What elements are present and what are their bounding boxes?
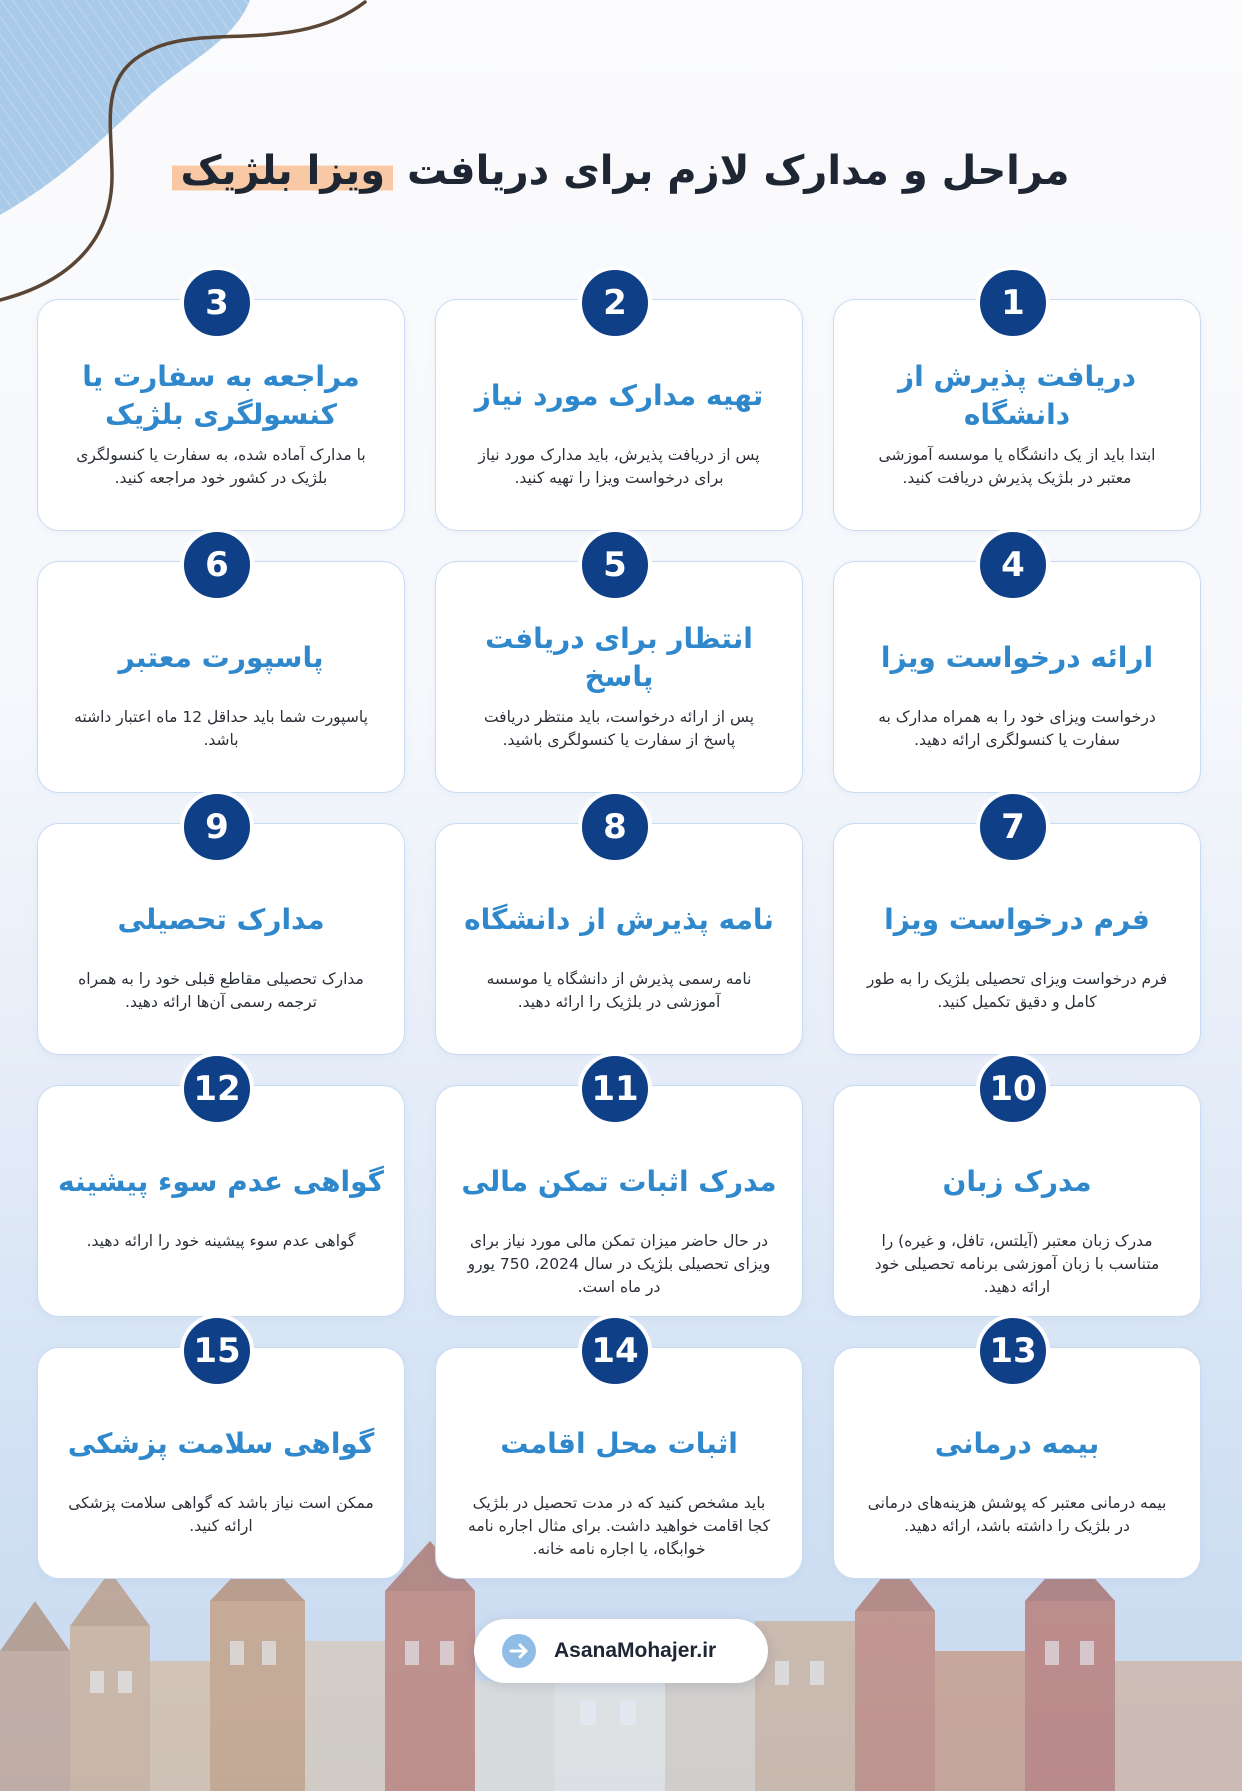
step-number-badge: 2 <box>578 266 652 340</box>
step-description: مدارک تحصیلی مقاطع قبلی خود را به همراه ترجمه رسمی آن‌ها ارائه دهید. <box>78 970 364 1011</box>
step-description: نامه رسمی پذیرش از دانشگاه یا موسسه آموزشی در بلژیک را ارائه دهید. <box>486 970 752 1011</box>
step-number-badge: 14 <box>578 1314 652 1388</box>
step-title: مراجعه به سفارت یا کنسولگری بلژیک <box>82 360 360 431</box>
step-number-badge: 1 <box>976 266 1050 340</box>
step-title: مدرک زبان <box>942 1165 1092 1198</box>
step-number-badge: 10 <box>976 1052 1050 1126</box>
step-description: بیمه درمانی معتبر که پوشش هزینه‌های درمانی در بلژیک را داشته باشد، ارائه دهید. <box>867 1494 1167 1535</box>
step-description: فرم درخواست ویزای تحصیلی بلژیک را به طور کامل و دقیق تکمیل کنید. <box>866 970 1168 1011</box>
page-title <box>0 148 1242 194</box>
step-number-badge: 8 <box>578 790 652 864</box>
step-number-badge: 5 <box>578 528 652 602</box>
step-title: فرم درخواست ویزا <box>884 903 1150 936</box>
step-title: پاسپورت معتبر <box>118 641 324 674</box>
step-card <box>37 1331 405 1579</box>
step-card <box>833 1331 1201 1579</box>
step-card <box>37 545 405 793</box>
title-highlight: ویزا بلژیک <box>172 148 393 194</box>
title-main: مراحل و مدارک لازم برای دریافت <box>407 148 1070 194</box>
website-link[interactable] <box>474 1619 768 1683</box>
step-card <box>833 807 1201 1055</box>
step-number-badge: 9 <box>180 790 254 864</box>
step-description: ممکن است نیاز باشد که گواهی سلامت پزشکی ارائه کنید. <box>68 1494 374 1535</box>
step-title: دریافت پذیرش از دانشگاه <box>898 360 1136 431</box>
arrow-right-icon <box>502 1634 536 1668</box>
step-description: مدرک زبان معتبر (آیلتس، تافل، و غیره) را متناسب با زبان آموزشی برنامه تحصیلی خود ارائه دهید. <box>874 1232 1160 1296</box>
step-card <box>833 283 1201 531</box>
step-description: با مدارک آماده شده، به سفارت یا کنسولگری بلژیک در کشور خود مراجعه کنید. <box>76 446 366 487</box>
website-url: AsanaMohajer.ir <box>554 1639 717 1662</box>
step-card <box>37 807 405 1055</box>
step-card <box>37 1069 405 1317</box>
step-description: باید مشخص کنید که در مدت تحصیل در بلژیک کجا اقامت خواهید داشت. برای مثال اجاره نامه خوابگاه، یا اجاره نامه خانه. <box>468 1494 770 1558</box>
step-description: ابتدا باید از یک دانشگاه یا موسسه آموزشی معتبر در بلژیک پذیرش دریافت کنید. <box>878 446 1156 487</box>
step-description: پس از دریافت پذیرش، باید مدارک مورد نیاز برای درخواست ویزا را تهیه کنید. <box>478 446 760 487</box>
step-number-badge: 13 <box>976 1314 1050 1388</box>
step-number-badge: 11 <box>578 1052 652 1126</box>
step-title: تهیه مدارک مورد نیاز <box>474 379 764 412</box>
step-card <box>37 283 405 531</box>
step-card <box>435 545 803 793</box>
step-number-badge: 15 <box>180 1314 254 1388</box>
step-card <box>435 1331 803 1579</box>
step-card <box>435 1069 803 1317</box>
step-title: گواهی سلامت پزشکی <box>67 1427 375 1460</box>
step-description: درخواست ویزای خود را به همراه مدارک به سفارت یا کنسولگری ارائه دهید. <box>878 708 1156 749</box>
step-description: پس از ارائه درخواست، باید منتظر دریافت پاسخ از سفارت یا کنسولگری باشید. <box>483 708 755 749</box>
step-title: بیمه درمانی <box>934 1427 1100 1460</box>
step-card <box>833 545 1201 793</box>
step-number-badge: 6 <box>180 528 254 602</box>
step-title: مدرک اثبات تمکن مالی <box>461 1165 777 1198</box>
step-number-badge: 7 <box>976 790 1050 864</box>
step-title: اثبات محل اقامت <box>500 1427 738 1460</box>
step-title: انتظار برای دریافت پاسخ <box>485 622 753 693</box>
step-number-badge: 4 <box>976 528 1050 602</box>
step-card <box>435 283 803 531</box>
step-title: ارائه درخواست ویزا <box>880 641 1154 674</box>
step-title: مدارک تحصیلی <box>117 903 325 936</box>
step-description: پاسپورت شما باید حداقل 12 ماه اعتبار داشته باشد. <box>74 708 368 749</box>
step-card <box>435 807 803 1055</box>
step-title: نامه پذیرش از دانشگاه <box>464 903 774 936</box>
step-title: گواهی عدم سوء پیشینه <box>58 1165 384 1198</box>
step-number-badge: 3 <box>180 266 254 340</box>
step-description: گواهی عدم سوء پیشینه خود را ارائه دهید. <box>86 1232 356 1250</box>
step-description: در حال حاضر میزان تمکن مالی مورد نیاز برای ویزای تحصیلی بلژیک در سال 2024، 750 یورو در ماه است. <box>467 1232 771 1296</box>
step-card <box>833 1069 1201 1317</box>
step-number-badge: 12 <box>180 1052 254 1126</box>
